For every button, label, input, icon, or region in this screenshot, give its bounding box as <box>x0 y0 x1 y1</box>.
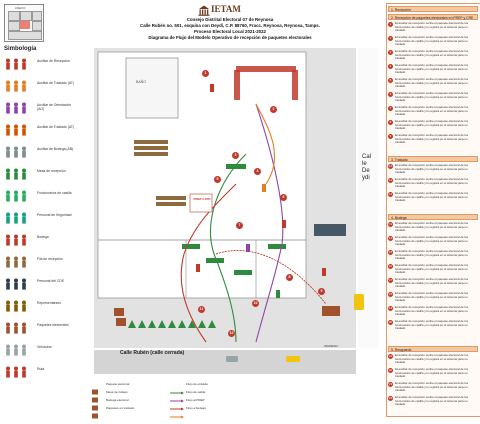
legend-swatch-icon <box>4 80 32 93</box>
step-number-badge: 17 <box>388 278 393 282</box>
step-number-badge: 13 <box>388 222 393 226</box>
legend-swatch-icon <box>4 212 32 225</box>
bottom-legend-label: Flujo a bodega <box>186 406 206 410</box>
bottom-legend-label: Flujo al PREP <box>186 398 205 402</box>
panel-step <box>388 92 478 104</box>
panel-section-heading: 1. Recepción <box>388 6 478 12</box>
step-text: El auxiliar de recepción recibe el paquete electoral de los funcionarios de casilla y lo registra en el sistema para su traslado. <box>395 63 469 74</box>
legend-swatch-icon <box>4 322 32 335</box>
bottom-legend-item <box>90 390 168 397</box>
step-number-badge: 1 <box>389 22 392 26</box>
step-number-badge: 24 <box>388 396 393 400</box>
entrada-label: INGRESO <box>324 344 338 348</box>
step-text: El auxiliar de recepción recibe el paquete electoral de los funcionarios de casilla y lo registra en el sistema para su traslado. <box>395 367 469 378</box>
step-number-badge: 12 <box>388 192 393 196</box>
step-text: El auxiliar de recepción recibe el paquete electoral de los funcionarios de casilla y lo registra en el sistema para su traslado. <box>395 277 469 288</box>
panel-section-heading: 4. Bodega <box>388 214 478 220</box>
step-number-badge: 15 <box>388 250 393 254</box>
step-marker: 6 <box>280 194 287 201</box>
panel-step <box>388 382 478 394</box>
panel-step <box>388 22 478 34</box>
legend-label: Representantes <box>37 301 61 305</box>
step-text: El auxiliar de recepción recibe el paquete electoral de los funcionarios de casilla y lo registra en el sistema para su traslado. <box>395 249 469 260</box>
panel-step <box>388 50 478 62</box>
step-number-badge: 14 <box>388 236 393 240</box>
step-number-badge: 19 <box>388 306 393 310</box>
panel-step <box>388 264 478 276</box>
step-number-badge: 18 <box>388 292 393 296</box>
step-text: El auxiliar de recepción recibe el paquete electoral de los funcionarios de casilla y lo registra en el sistema para su traslado. <box>395 21 469 32</box>
legend-item <box>4 188 76 205</box>
bottom-legend-label: Bodega electoral <box>106 398 129 402</box>
person-icon <box>210 84 214 92</box>
step-number-badge: 11 <box>388 178 393 182</box>
street-bottom-label: Calle Rubén (calle cerrada) <box>120 350 185 356</box>
step-text: El auxiliar de recepción recibe el paquete electoral de los funcionarios de casilla y lo registra en el sistema para su traslado. <box>395 119 469 130</box>
step-number-badge: 6 <box>389 92 392 96</box>
step-text: El auxiliar de recepción recibe el paquete electoral de los funcionarios de casilla y lo registra en el sistema para su traslado. <box>395 77 469 88</box>
step-marker: 5 <box>214 176 221 183</box>
legend-item <box>4 100 76 117</box>
panel-step <box>388 354 478 366</box>
step-text: El auxiliar de recepción recibe el paquete electoral de los funcionarios de casilla y lo registra en el sistema para su traslado. <box>395 191 469 202</box>
step-text: El auxiliar de recepción recibe el paquete electoral de los funcionarios de casilla y lo registra en el sistema para su traslado. <box>395 49 469 60</box>
legend-swatch-icon <box>4 300 32 313</box>
person-icon <box>322 268 326 276</box>
legend-item <box>4 210 76 227</box>
site-map <box>86 44 382 378</box>
legend-label: Vehículos <box>37 345 52 349</box>
legend-item <box>4 298 76 315</box>
header-line-1: Consejo Distrital Electoral 07 de Reynosa <box>186 17 274 22</box>
building-icon <box>198 5 210 16</box>
step-number-badge: 5 <box>389 78 392 82</box>
bottom-legend-label: Paquetes en traslado <box>106 406 135 410</box>
legend-label: Ruta <box>37 367 45 371</box>
legend-item <box>4 166 76 183</box>
legend-swatch-icon <box>4 278 32 291</box>
legend-swatch-icon <box>4 58 32 71</box>
step-marker: 9 <box>318 288 325 295</box>
step-text: El auxiliar de recepción recibe el paquete electoral de los funcionarios de casilla y lo registra en el sistema para su traslado. <box>395 395 469 406</box>
legend-item <box>4 276 76 293</box>
panel-section-heading: 2. Recepción de paquetes electorales en PREP y CRE <box>388 14 478 20</box>
legend-item <box>4 320 76 337</box>
legend-item <box>4 254 76 271</box>
bottom-legend-item <box>170 382 248 389</box>
panel-step <box>388 368 478 380</box>
step-text: El auxiliar de recepción recibe el paquete electoral de los funcionarios de casilla y lo registra en el sistema para su traslado. <box>395 291 469 302</box>
legend-label: Auxiliar de Traslado (AT) <box>37 81 75 85</box>
step-marker: 1 <box>202 70 209 77</box>
panel-step <box>388 320 478 332</box>
bottom-legend-item <box>90 398 168 405</box>
panel-step <box>388 250 478 262</box>
person-icon <box>276 290 280 298</box>
person-icon <box>282 220 286 228</box>
ietam-logo <box>198 3 210 14</box>
step-number-badge: 16 <box>388 264 393 268</box>
legend-swatch-icon <box>4 102 32 115</box>
step-marker: 8 <box>286 274 293 281</box>
step-marker: 7 <box>236 222 243 229</box>
step-number-badge: 8 <box>389 120 392 124</box>
step-text: El auxiliar de recepción recibe el paquete electoral de los funcionarios de casilla y lo registra en el sistema para su traslado. <box>395 235 469 246</box>
minimap-block <box>8 21 20 31</box>
panel-section-heading: 5. Resguardo <box>388 346 478 352</box>
legend-label: Auxiliar de Recepción <box>37 59 70 63</box>
minimap-block <box>32 11 42 21</box>
step-number-badge: 23 <box>388 382 393 386</box>
legend-label: Auxiliar de Orientación (AO) <box>37 103 72 111</box>
panel-step <box>388 134 478 146</box>
panel-step <box>388 236 478 248</box>
legend-item <box>4 78 76 95</box>
bottom-legend-label: Paquete electoral <box>106 382 130 386</box>
legend-label: Mesa de recepción <box>37 169 66 173</box>
legend-swatch-icon <box>4 168 32 181</box>
step-marker: 3 <box>232 152 239 159</box>
legend-swatch-icon <box>4 190 32 203</box>
header-line-2: Calle Rubén no. 501, esquina con Deydi, C.P. 88760, Fracc. Reynosa, Reynosa, Tamps. <box>140 23 320 28</box>
step-text: El auxiliar de recepción recibe el paquete electoral de los funcionarios de casilla y lo registra en el sistema para su traslado. <box>395 133 469 144</box>
minimap-block <box>32 21 42 31</box>
step-number-badge: 3 <box>389 50 392 54</box>
legend-swatch-icon <box>4 146 32 159</box>
panel-step <box>388 396 478 408</box>
legend-item <box>4 364 76 381</box>
step-number-badge: 21 <box>388 354 393 358</box>
legend-label: Personal de Seguridad <box>37 213 72 217</box>
minimap-block <box>8 31 42 40</box>
legend-swatch-icon <box>4 366 32 379</box>
step-number-badge: 4 <box>389 64 392 68</box>
panel-step <box>388 78 478 90</box>
step-marker: 2 <box>270 106 277 113</box>
bottom-legend-item <box>90 406 168 413</box>
legend-label: Auxiliar de Traslado (AT) <box>37 125 75 129</box>
package-icon <box>90 413 104 419</box>
step-text: El auxiliar de recepción recibe el paquete electoral de los funcionarios de casilla y lo registra en el sistema para su traslado. <box>395 105 469 116</box>
panel-section-heading: 3. Traslado <box>388 156 478 162</box>
step-text: El auxiliar de recepción recibe el paquete electoral de los funcionarios de casilla y lo registra en el sistema para su traslado. <box>395 263 469 274</box>
step-text: El auxiliar de recepción recibe el paquete electoral de los funcionarios de casilla y lo registra en el sistema para su traslado. <box>395 353 469 364</box>
bottom-legend-label: Flujo de entrada <box>186 382 208 386</box>
legend-swatch-icon <box>4 234 32 247</box>
site-map-drawing <box>86 44 382 378</box>
legend-label: Personal del CDE <box>37 279 64 283</box>
bottom-legend-label: Mesa de trabajo <box>106 390 128 394</box>
step-text: El auxiliar de recepción recibe el paquete electoral de los funcionarios de casilla y lo registra en el sistema para su traslado. <box>395 221 469 232</box>
step-marker: 4 <box>254 168 261 175</box>
panel-step <box>388 192 478 204</box>
step-text: El auxiliar de recepción recibe el paquete electoral de los funcionarios de casilla y lo registra en el sistema para su traslado. <box>395 177 469 188</box>
step-marker: 12 <box>229 331 234 335</box>
legend-swatch-icon <box>4 256 32 269</box>
step-marker: 10 <box>253 301 258 305</box>
bottom-legend-item <box>170 398 248 405</box>
step-number-badge: 20 <box>388 320 393 324</box>
panel-step <box>388 306 478 318</box>
step-number-badge: 22 <box>388 368 393 372</box>
legend-swatch-icon <box>4 344 32 357</box>
step-number-badge: 10 <box>388 164 393 168</box>
legend-swatch-icon <box>4 124 32 137</box>
ietam-logo-text: IETAM <box>211 4 241 14</box>
panel-step <box>388 106 478 118</box>
panel-step <box>388 36 478 48</box>
bottom-legend-item <box>170 406 248 413</box>
prep-label: PREP CATD <box>193 197 211 201</box>
legend-label: Auxiliar de Bodega (AB) <box>37 147 74 151</box>
street-right-label: Calle Deydi <box>362 154 372 181</box>
legend-label: Funcionarios de casilla <box>37 191 72 195</box>
step-text: El auxiliar de recepción recibe el paquete electoral de los funcionarios de casilla y lo registra en el sistema para su traslado. <box>395 381 469 392</box>
step-text: El auxiliar de recepción recibe el paquete electoral de los funcionarios de casilla y lo registra en el sistema para su traslado. <box>395 305 469 316</box>
panel-step <box>388 292 478 304</box>
legend-label: Fila de recepción <box>37 257 63 261</box>
step-text: El auxiliar de recepción recibe el paquete electoral de los funcionarios de casilla y lo registra en el sistema para su traslado. <box>395 35 469 46</box>
legend-item <box>4 232 76 249</box>
legend-title: Simbología <box>4 46 37 52</box>
panel-step <box>388 64 478 76</box>
legend-item <box>4 56 76 73</box>
header-line-3: Proceso Electoral Local 2021-2022 <box>194 29 266 34</box>
step-marker: 11 <box>199 307 204 311</box>
minimap-label: ANEXO <box>15 6 26 10</box>
legend-item <box>4 122 76 139</box>
bottom-legend-item <box>170 390 248 397</box>
step-number-badge: 9 <box>389 134 392 138</box>
header-line-4: Diagrama de Flujo del Modelo Operativo de recepción de paquetes electorales <box>148 35 312 40</box>
person-icon <box>196 264 200 272</box>
legend-label: Bodega <box>37 235 49 239</box>
panel-step <box>388 120 478 132</box>
step-text: El auxiliar de recepción recibe el paquete electoral de los funcionarios de casilla y lo registra en el sistema para su traslado. <box>395 91 469 102</box>
location-minimap <box>4 4 44 42</box>
legend-item <box>4 342 76 359</box>
minimap-highlight <box>20 21 30 29</box>
person-icon <box>246 244 250 252</box>
panel-step <box>388 178 478 190</box>
flow-line-icon <box>170 415 184 419</box>
minimap-block <box>20 11 32 21</box>
legend-item <box>4 144 76 161</box>
bottom-legend-item <box>90 382 168 389</box>
panel-step <box>388 278 478 290</box>
panel-step <box>388 164 478 176</box>
step-number-badge: 2 <box>389 36 392 40</box>
bodega-label: BODEGA <box>252 74 266 78</box>
legend-label: Paquetes electorales <box>37 323 69 327</box>
bano-label: BAÑO <box>136 80 146 84</box>
step-number-badge: 7 <box>389 106 392 110</box>
bottom-legend-label: Flujo de salida <box>186 390 206 394</box>
panel-step <box>388 222 478 234</box>
minimap-block <box>8 11 20 21</box>
step-text: El auxiliar de recepción recibe el paquete electoral de los funcionarios de casilla y lo registra en el sistema para su traslado. <box>395 319 469 330</box>
person-icon <box>262 184 266 192</box>
step-text: El auxiliar de recepción recibe el paquete electoral de los funcionarios de casilla y lo registra en el sistema para su traslado. <box>395 163 469 174</box>
